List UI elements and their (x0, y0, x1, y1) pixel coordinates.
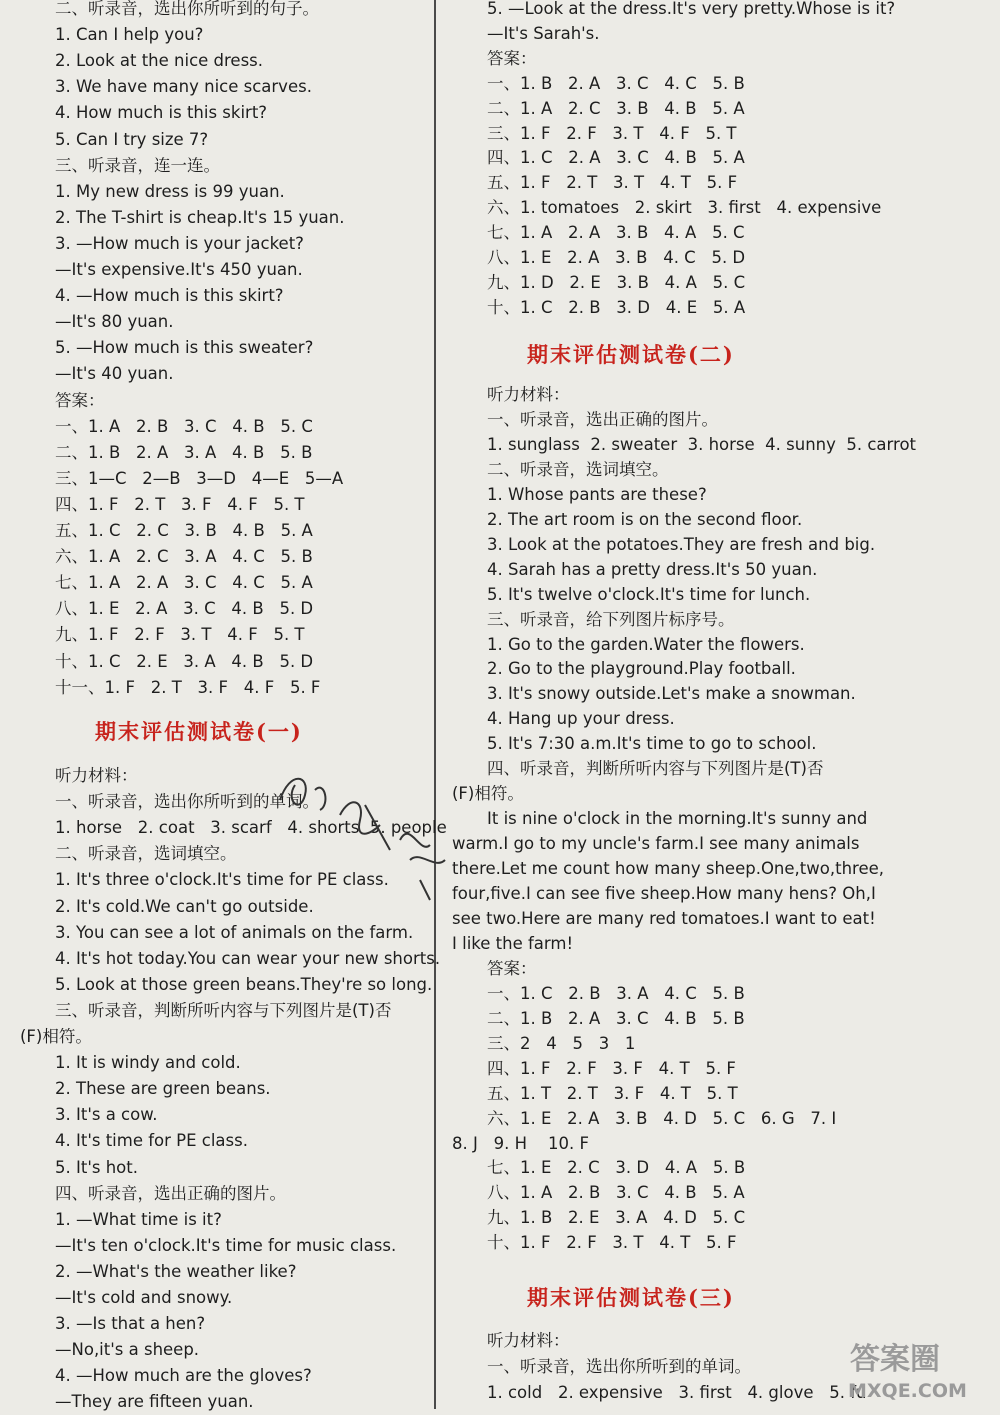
text-line: 听力材料： (487, 385, 570, 404)
text-line: 5. Look at those green beans.They're so long. (55, 974, 433, 994)
text-line: 2. The art room is on the second floor. (487, 509, 803, 529)
text-line: 1. Can I help you? (55, 25, 204, 45)
text-line: 四、1. F 2. T 3. F 4. F 5. T (55, 494, 305, 514)
text-line: 4. How much is this skirt? (55, 103, 268, 123)
text-line: 一、听录音，选出你所听到的单词。 (487, 1357, 751, 1376)
text-line: 一、1. C 2. B 3. A 4. C 5. B (487, 983, 745, 1003)
text-line: 七、1. A 2. A 3. C 4. C 5. A (55, 573, 313, 593)
text-line: 九、1. F 2. F 3. T 4. F 5. T (55, 625, 305, 645)
text-line: 1. Whose pants are these? (487, 484, 707, 504)
text-line: four,five.I can see five sheep.How many hens? Oh,I (452, 884, 876, 903)
text-line: 2. The T-shirt is cheap.It's 15 yuan. (55, 207, 345, 227)
text-line: 2. Look at the nice dress. (55, 51, 264, 71)
text-line: 九、1. B 2. E 3. A 4. D 5. C (487, 1208, 746, 1228)
text-line: 5. Can I try size 7? (55, 129, 209, 149)
text-line: (F)相符。 (452, 784, 524, 804)
text-line: —It's cold and snowy. (55, 1288, 233, 1307)
text-line: 六、1. E 2. A 3. B 4. D 5. C 6. G 7. I (487, 1108, 837, 1128)
text-line: 4. —How much is this skirt? (55, 286, 284, 306)
text-line: —It's expensive.It's 450 yuan. (55, 260, 303, 279)
text-line: 4. Sarah has a pretty dress.It's 50 yuan. (487, 559, 818, 579)
handwritten-scribble (270, 760, 500, 910)
text-line: 8. J 9. H 10. F (452, 1133, 589, 1153)
text-line: 三、1. F 2. F 3. T 4. F 5. T (487, 123, 737, 143)
text-line: 十、1. C 2. B 3. D 4. E 5. A (487, 297, 746, 317)
text-line: 十、1. F 2. F 3. T 4. T 5. F (487, 1233, 737, 1253)
text-line: 七、1. E 2. C 3. D 4. A 5. B (487, 1158, 746, 1178)
text-line: 二、1. B 2. A 3. C 4. B 5. B (487, 1008, 745, 1028)
text-line: 四、听录音，选出正确的图片。 (55, 1183, 286, 1203)
text-line: 四、1. C 2. A 3. C 4. B 5. A (487, 148, 745, 168)
text-line: (F)相符。 (20, 1027, 92, 1046)
text-line: It is nine o'clock in the morning.It's sunny and (487, 809, 868, 829)
text-line: 4. —How much are the gloves? (55, 1366, 312, 1386)
text-line: —It's ten o'clock.It's time for music class. (55, 1235, 397, 1255)
text-line: 九、1. D 2. E 3. B 4. A 5. C (487, 272, 746, 292)
text-line: 5. It's hot. (55, 1157, 138, 1177)
text-line: —It's 80 yuan. (55, 312, 174, 332)
text-line: 3. You can see a lot of animals on the farm. (55, 922, 414, 942)
text-line: 3. —How much is your jacket? (55, 233, 304, 253)
text-line: 听力材料： (55, 766, 138, 785)
text-line: 5. It's 7:30 a.m.It's time to go to school. (487, 734, 817, 754)
text-line: 二、听录音，选词填空。 (55, 844, 237, 864)
text-line: 六、1. tomatoes 2. skirt 3. first 4. expensive (487, 198, 882, 218)
text-line: 3. Look at the potatoes.They are fresh and big. (487, 534, 876, 554)
text-line: 四、听录音，判断所听内容与下列图片是(T)否 (487, 759, 824, 779)
text-line: 1. It is windy and cold. (55, 1053, 241, 1073)
text-line: 五、1. F 2. T 3. T 4. T 5. F (487, 173, 738, 193)
text-line: 3. It's a cow. (55, 1105, 158, 1125)
text-line: 三、听录音，给下列图片标序号。 (487, 609, 735, 629)
text-line: 1. It's three o'clock.It's time for PE class. (55, 870, 389, 890)
text-line: warm.I go to my uncle's farm.I see many animals (452, 834, 860, 854)
text-line: 答案： (487, 48, 537, 68)
section-heading-3: 期末评估测试卷(三) (527, 1285, 735, 1310)
section-heading-2: 期末评估测试卷(二) (527, 342, 735, 367)
text-line: 4. It's hot today.You can wear your new shorts. (55, 948, 441, 968)
text-line: 4. It's time for PE class. (55, 1131, 248, 1151)
text-line: 六、1. A 2. C 3. A 4. C 5. B (55, 547, 313, 567)
text-line: there.Let me count how many sheep.One,two,three, (452, 859, 884, 879)
text-line: 二、1. A 2. C 3. B 4. B 5. A (487, 98, 745, 118)
text-line: 1. cold 2. expensive 3. first 4. glove 5. fu (487, 1383, 867, 1402)
text-line: —No,it's a sheep. (55, 1340, 200, 1360)
text-line: 一、听录音，选出正确的图片。 (487, 409, 718, 429)
text-line: 八、1. E 2. A 3. B 4. C 5. D (487, 248, 746, 267)
text-line: 二、1. B 2. A 3. A 4. B 5. B (55, 442, 313, 462)
text-line: 2. It's cold.We can't go outside. (55, 896, 314, 916)
text-line: 三、听录音，连一连。 (55, 155, 220, 175)
text-line: 1. —What time is it? (55, 1209, 222, 1229)
text-line: —It's Sarah's. (487, 23, 600, 43)
text-line: 十、1. C 2. E 3. A 4. B 5. D (55, 651, 314, 671)
text-line: —They are fifteen yuan. (55, 1392, 254, 1412)
text-line: 二、听录音，选出你所听到的句子。 (55, 0, 319, 18)
text-line: 十一、1. F 2. T 3. F 4. F 5. F (55, 677, 321, 697)
text-line: 三、2 4 5 3 1 (487, 1033, 636, 1053)
text-line: 二、听录音，选词填空。 (487, 459, 669, 479)
text-line: 5. —How much is this sweater? (55, 338, 314, 358)
text-line: see two.Here are many red tomatoes.I want to eat! (452, 908, 876, 928)
section-heading-1: 期末评估测试卷(一) (95, 719, 303, 744)
text-line: 1. Go to the garden.Water the flowers. (487, 634, 805, 654)
text-line: 1. My new dress is 99 yuan. (55, 181, 285, 201)
text-line: 5. —Look at the dress.It's very pretty.Whose is it? (487, 0, 896, 18)
text-line: 2. Go to the playground.Play football. (487, 659, 796, 679)
text-line: 七、1. A 2. A 3. B 4. A 5. C (487, 223, 745, 243)
watermark-cn: 答案圈 (850, 1342, 940, 1377)
text-line: 2. —What's the weather like? (55, 1261, 297, 1281)
text-line: I like the farm! (452, 933, 574, 953)
text-line: 3. We have many nice scarves. (55, 77, 312, 97)
text-line: 2. These are green beans. (55, 1079, 271, 1099)
text-line: 五、1. T 2. T 3. F 4. T 5. T (487, 1083, 738, 1103)
text-line: 一、1. B 2. A 3. C 4. C 5. B (487, 73, 745, 93)
text-line: 5. It's twelve o'clock.It's time for lunch. (487, 584, 811, 604)
text-line: 答案： (487, 958, 537, 978)
text-line: 听力材料： (487, 1331, 570, 1350)
text-line: 八、1. E 2. A 3. C 4. B 5. D (55, 599, 314, 619)
watermark-logo (842, 1333, 992, 1403)
text-line: —It's 40 yuan. (55, 364, 174, 384)
watermark-en: MXQE.COM (848, 1380, 967, 1402)
text-line: 一、1. A 2. B 3. C 4. B 5. C (55, 416, 313, 436)
text-line: 三、1—C 2—B 3—D 4—E 5—A (55, 468, 344, 488)
text-line: 1. sunglass 2. sweater 3. horse 4. sunny 5. carrot (487, 434, 917, 454)
text-line: 1. horse 2. coat 3. scarf 4. shorts 5. people (55, 818, 447, 838)
text-line: 四、1. F 2. F 3. F 4. T 5. F (487, 1058, 736, 1078)
text-line: 一、听录音，选出你所听到的单词。 (55, 792, 319, 812)
text-line: 五、1. C 2. C 3. B 4. B 5. A (55, 521, 313, 540)
text-line: 答案： (55, 390, 105, 410)
column-divider (434, 0, 436, 1409)
text-line: 八、1. A 2. B 3. C 4. B 5. A (487, 1183, 745, 1203)
text-line: 3. —Is that a hen? (55, 1314, 206, 1334)
text-line: 三、听录音，判断所听内容与下列图片是(T)否 (55, 1000, 392, 1020)
text-line: 4. Hang up your dress. (487, 709, 675, 729)
text-line: 3. It's snowy outside.Let's make a snowman. (487, 684, 856, 704)
